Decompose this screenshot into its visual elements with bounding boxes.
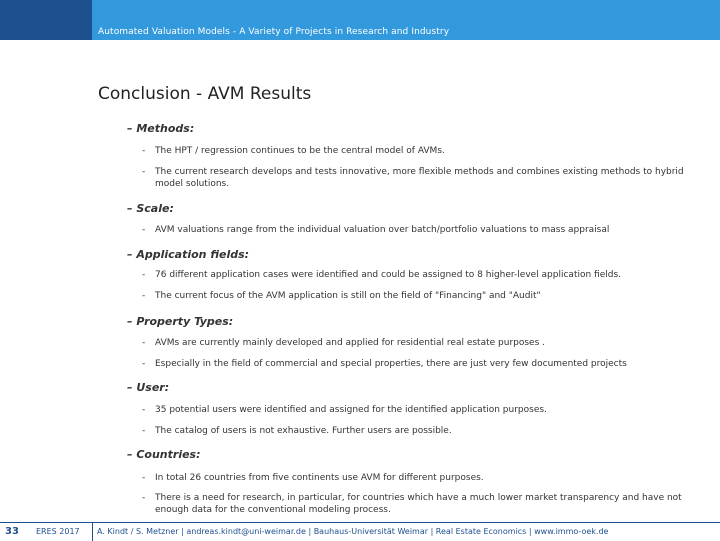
section-application-fields-title: – Application fields: xyxy=(127,248,250,261)
list-item: - 35 potential users were identified and assigned for the identified application purposes. xyxy=(142,405,547,415)
list-item: - Especially in the field of commercial and special properties, there are just very few documented projects xyxy=(142,359,627,369)
footer-page-box xyxy=(0,523,92,541)
list-item: - The HPT / regression continues to be the central model of AVMs. xyxy=(142,146,445,156)
list-item: - 76 different application cases were identified and could be assigned to 8 higher-level application fields. xyxy=(142,270,622,280)
footer-bar xyxy=(0,522,720,541)
list-item: - AVMs are currently mainly developed and applied for residential real estate purposes . xyxy=(142,338,545,348)
list-item: - The current focus of the AVM application is still on the field of "Financing" and "Audit" xyxy=(142,291,541,301)
list-item: - The current research develops and tests innovative, more flexible methods and combines existing methods to hybrid model solutions. xyxy=(142,167,684,189)
page-number: 33 xyxy=(5,526,19,537)
section-methods-title: – Methods: xyxy=(127,122,195,135)
list-item: - AVM valuations range from the individual valuation over batch/portfolio valuations to mass appraisal xyxy=(142,225,610,235)
section-scale-title: – Scale: xyxy=(127,202,174,215)
section-user-title: – User: xyxy=(127,381,170,394)
list-item: - There is a need for research, in particular, for countries which have a much lower market transparency and have not enough data for the conventional modeling process. xyxy=(142,493,682,515)
section-countries-title: – Countries: xyxy=(127,448,201,461)
footer-author-info: A. Kindt / S. Metzner | andreas.kindt@uni-weimar.de | Bauhaus-Universität Weimar | Real Estate Economics | www.immo-oek.de xyxy=(97,527,609,536)
presentation-title: Automated Valuation Models - A Variety of Projects in Research and Industry xyxy=(98,27,450,37)
conference-label: ERES 2017 xyxy=(36,527,80,536)
slide-heading: Conclusion - AVM Results xyxy=(98,84,312,104)
list-item: - In total 26 countries from five continents use AVM for different purposes. xyxy=(142,473,484,483)
section-property-types-title: – Property Types: xyxy=(127,315,234,328)
footer-divider xyxy=(92,523,93,541)
list-item: - The catalog of users is not exhaustive. Further users are possible. xyxy=(142,426,452,436)
